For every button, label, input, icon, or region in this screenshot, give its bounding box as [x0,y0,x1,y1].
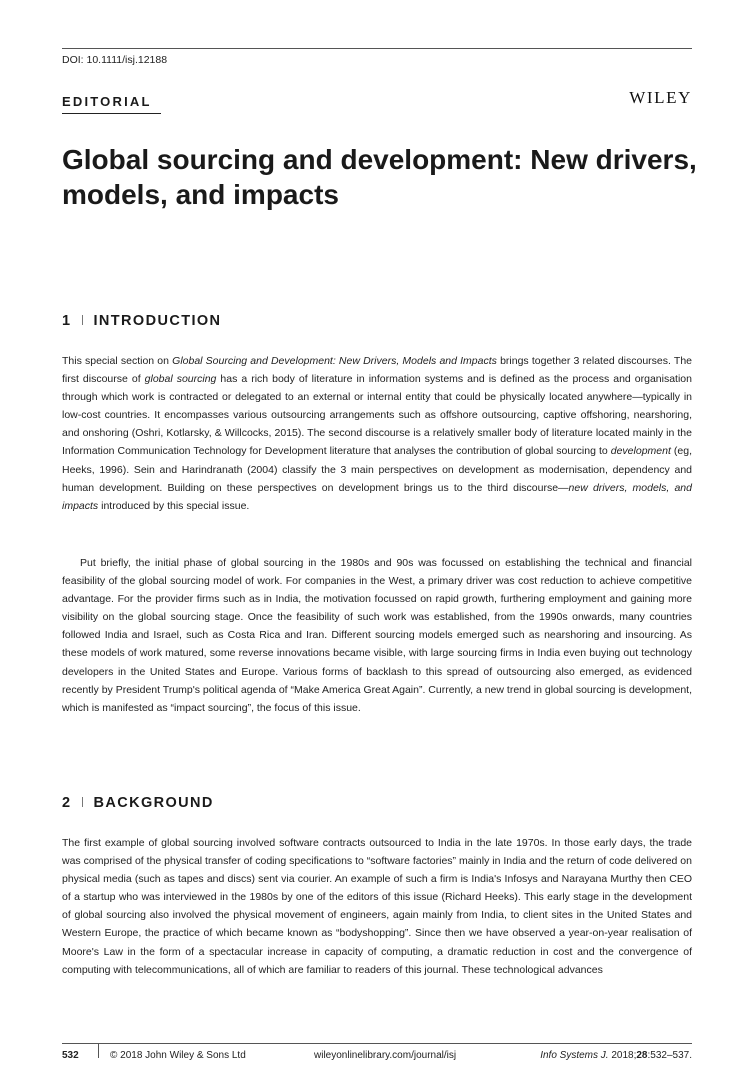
section-title: BACKGROUND [93,795,214,811]
citation-year: 2018; [608,1050,637,1061]
footer-separator [98,1044,99,1058]
italic-text: global sourcing [144,373,217,386]
page-number: 532 [62,1050,79,1061]
italic-text: new drivers, models, and impacts [62,481,692,512]
section-separator [82,315,83,325]
section-number: 2 [62,795,72,811]
text-run: The first example of global sourcing involved software contracts outsourced to India in the late 1970s. In those early days, the trade was comprised of the physical transfer of coding specifications to “software factories” mainly in India and the return of code delivered on physical media (such as tapes and discs) sent via courier. An example of such a firm is India's Infosys and Narayana Murthy then CEO of a startup who was interviewed in the 1980s by one of the editors of this issue (Richard Heeks). This early stage in the development of global sourcing also involved the physical movement of engineers, again mainly from India, to client sites in the United States and Western Europe, the practice of which became known as “bodyshopping”. Since then we have observed a year-on-year realisation of Moore's Law in the form of a spectacular increase in capacity of computing, a dramatic reduction in cost and the convergence of computing with telecommunications, all of which are familiar to readers of this journal. These technological advances [62,837,692,976]
italic-text: development [610,445,671,458]
text-run: Put briefly, the initial phase of global sourcing in the 1980s and 90s was focussed on establishing the technical and financial feasibility of the global sourcing model of work. For companies in the West, a primary driver was cost reduction to achieve competitive advantage. For the provider firms such as in India, the motivation focussed on rapid growth, furthering employment and gaining more visibility on the global sourcing stage. Once the feasibility of such work was established, from the 1990s onwards, many countries followed India and Israel, such as Costa Rica and Iran. Different sourcing models emerged such as nearshoring and insourcing. As these models of work matured, some reverse innovations became visible, with large sourcing firms in India even buying out technology developers in the United States and Europe. Various forms of backlash to this spread of outsourcing also emerged, as evidenced recently by President Trump's political agenda of “Make America Great Again”. Currently, a new trend in global sourcing is development, which is manifested as “impact sourcing”, the focus of this issue. [62,557,692,714]
text-run: (eg, Heeks, 1996). Sein and Harindranath (2004) classify the 3 main perspectives on development as modernisation, dependency and human development. Building on these perspectives on development brings us to the third discourse— [62,445,692,494]
text-run: This special section on [62,355,173,367]
bottom-rule [62,1043,692,1044]
article-title: Global sourcing and development: New drivers, models, and impacts [62,144,697,210]
italic-text: Global Sourcing and Development: New Drivers, Models and Impacts [172,355,497,367]
text-run: brings together 3 related discourses. The first discourse of [62,355,693,386]
text-run: has a rich body of literature in information systems and is defined as the process and organisation through which work is contracted or delegated to an external or internal entity that could be physically located anywhere—typically in low-cost countries. It encompasses various outsourcing arrangements such as offshore outsourcing, captive offshoring, nearshoring, and onshoring (Oshri, Kotlarsky, & Willcocks, 2015). The second discourse is a relatively smaller body of literature located mainly in the Information Communication Technology for Development literature that analyses the contribution of global sourcing to [62,373,692,458]
publisher-logo: WILEY [629,88,692,107]
citation-pages: :532–537. [647,1050,692,1061]
doi-label: DOI: 10.1111/isj.12188 [62,54,168,66]
journal-url: wileyonlinelibrary.com/journal/isj [314,1050,457,1061]
paragraph [62,554,692,717]
top-rule [62,48,692,49]
section-number: 1 [62,313,72,329]
citation [540,1050,692,1061]
citation-volume: 28 [636,1050,648,1061]
section-label: EDITORIAL [62,94,152,109]
copyright: © 2018 John Wiley & Sons Ltd [110,1050,246,1061]
section-label-underline [62,113,161,114]
section-heading-introduction [62,313,221,329]
section-heading-background [62,795,214,811]
paragraph [62,834,692,979]
paragraph [62,352,692,515]
text-run: introduced by this special issue. [98,499,250,512]
section-title: INTRODUCTION [93,313,222,329]
section-separator [82,797,83,807]
journal-name: Info Systems J. [540,1050,609,1061]
